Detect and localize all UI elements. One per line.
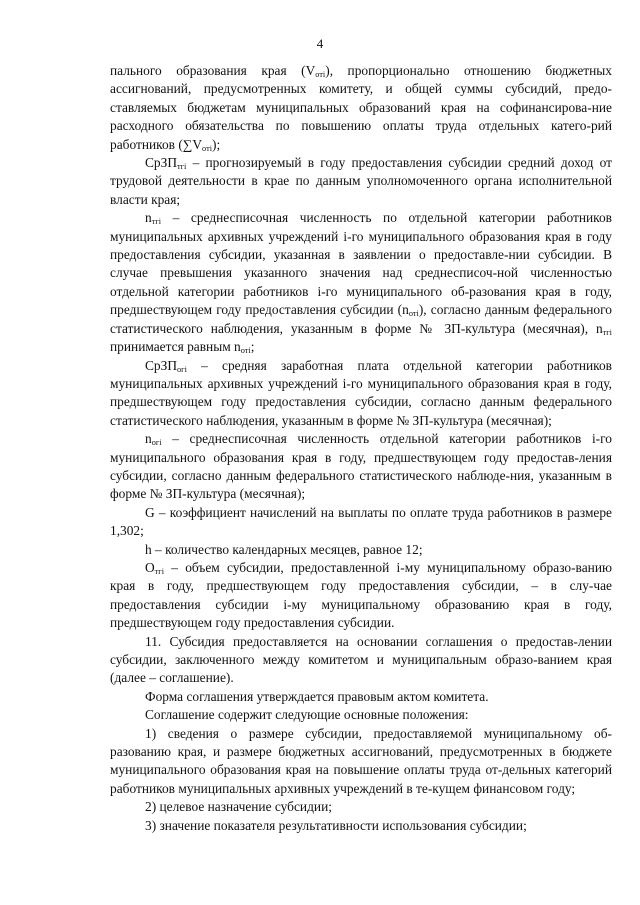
paragraph-srzp-forecast: СрЗП$_{тгі}$ – прогнозируемый в году предоставления субсидии средний доход от трудовой деятельности в крае по данным уполномоченного органа исполнительной власти края; [110,155,612,207]
paragraph-srzp-previous: СрЗП$_{огі}$ – средняя заработная плата отдельной категории работников муниципальных архивных учреждений і-го муниципального образования края в году, предшествующем году предоставления субсидии, согласно данным федерального статистического наблюдения, указанным в форме № ЗП-культура (месячная); [110,357,612,428]
page-number: 4 [316,36,324,51]
list-item-2: 2) целевое назначение субсидии; [145,799,332,815]
paragraph-agreement-form: Форма соглашения утверждается правовым актом комитета. [145,688,489,704]
paragraph-clause-11: 11. Субсидия предоставляется на основании соглашения о предостав-лении субсидии, заключенного между комитетом и муниципальным образо-ванием края (далее – соглашение). [110,633,612,686]
paragraph-coefficient-g: G – коэффициент начислений на выплаты по оплате труда работников в размере 1,302; [110,504,612,539]
paragraph-n-current: $n_{тгі}$ – среднесписочная численность по отдельной категории работников муниципальных архивных учреждений і-го муниципального образования края в году предоставления субсидии, указанная в заявлении о предоставле-нии субсидии. В случае превышения указанного значения над среднесписоч-ной численностью отдельной категории работников і-го муниципального об-разования края в году, предшествующем году предоставления субсидии $(n_{оті})$, согласно данным федерального статистического наблюдения, указанным в форме № ЗП-культура (месячная), $n_{тгі}$ принимается равным $n_{оті}$; [110,210,612,356]
list-item-3: 3) значение показателя результативности использования субсидии; [145,817,527,833]
list-item-1: 1) сведения о размере субсидии, предоставляемой муниципальному об-разованию края, и размере бюджетных ассигнований, предусмотренных в бюджете муниципального образования края на повышение оплаты труда от-дельных категорий работников муниципальных архивных учреждений в те-кущем финансовом году; [110,725,612,796]
paragraph-continuation: пального образования края $(V_{оті})$, пропорционально отношению бюджетных ассигнований, предусмотренных комитету, и общей суммы субсидий, предо-ставляемых бюджетам муниципальных образований края на софинансирова-ние расходного обязательства по повышению оплаты труда отдельных катего-рий работников $(\sum V_{оті})$; [110,63,613,153]
paragraph-agreement-contents: Соглашение содержит следующие основные положения: [145,707,469,723]
paragraph-subsidy-volume: $О_{тгі}$ – объем субсидии, предоставленной і-му муниципальному образо-ванию края в году, предшествующем году предоставления субсидии, – в слу-чае предоставления субсидии і-му муниципальному образованию края в году, предшествующем году предоставления субсидии. [110,559,612,631]
paragraph-months-h: h – количество календарных месяцев, равное 12; [145,541,423,557]
document-body [110,62,612,835]
paragraph-n-previous: $n_{огі}$ – среднесписочная численность отдельной категории работников і-го муниципального образования края в году, предшествующем году предостав-ления субсидии, согласно данным федерального статистического наблюде-ния, указанным в форме № ЗП-культура (месячная); [110,431,612,502]
